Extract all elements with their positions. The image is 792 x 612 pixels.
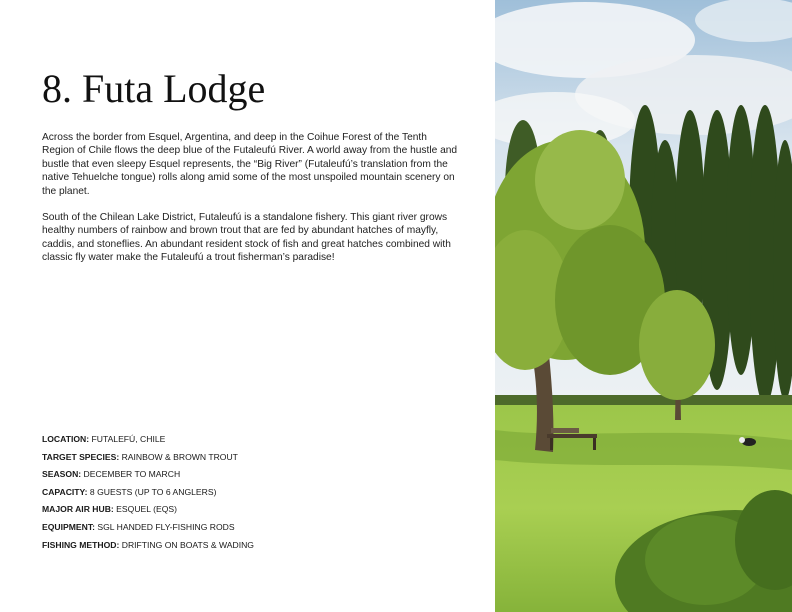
description [42,131,462,278]
fact-value: ESQUEL (EQS) [116,504,177,515]
fact-air-hub [42,501,472,519]
fact-season [42,466,472,484]
fact-value: FUTALEFÚ, CHILE [91,434,166,444]
fact-value: 8 GUESTS (UP TO 6 ANGLERS) [89,486,217,497]
fact-label: FISHING METHOD: [42,539,120,550]
fact-capacity [42,484,472,502]
description-paragraph: South of the Chilean Lake District, Futaleufú is a standalone fishery. This giant river grows healthy numbers of rainbow and brown trout that are fed by abundant hatches of mayfly, caddis, and stoneflies. An abundant resident stock of fish and great hatches combined with classic fly water make the Futaleufú a trout fisherman’s paradise! [42,212,451,264]
fact-value: SGL HANDED FLY-FISHING RODS [97,521,235,532]
description-paragraph: Across the border from Esquel, Argentina, and deep in the Coihue Forest of the Tenth Region of Chile flows the deep blue of the Futaleufú River. A world away from the hustle and bustle that even sleepy Esquel represents, the “Big River” (Futaleufú’s translation from the native Tehuelche tongue) rolls along amid some of the most unspoiled mountain scenery on the planet. [42,132,458,197]
lodge-facts [42,431,472,554]
page-title: 8. Futa Lodge [42,66,266,111]
fact-equipment [42,519,472,537]
lodge-photo [495,0,792,612]
fact-value: DECEMBER TO MARCH [83,469,181,480]
fact-label: EQUIPMENT: [42,521,95,532]
fact-value: RAINBOW & BROWN TROUT [121,451,238,462]
fact-value: DRIFTING ON BOATS & WADING [121,539,254,550]
landscape-image [495,0,792,612]
fact-location [42,431,472,449]
fact-label: SEASON: [42,469,82,480]
fact-target-species [42,449,472,467]
fact-fishing-method [42,537,472,555]
fact-label: TARGET SPECIES: [42,451,120,462]
fact-label: MAJOR AIR HUB: [42,504,114,515]
fact-label: CAPACITY: [42,486,88,497]
fact-label: LOCATION: [42,434,90,444]
